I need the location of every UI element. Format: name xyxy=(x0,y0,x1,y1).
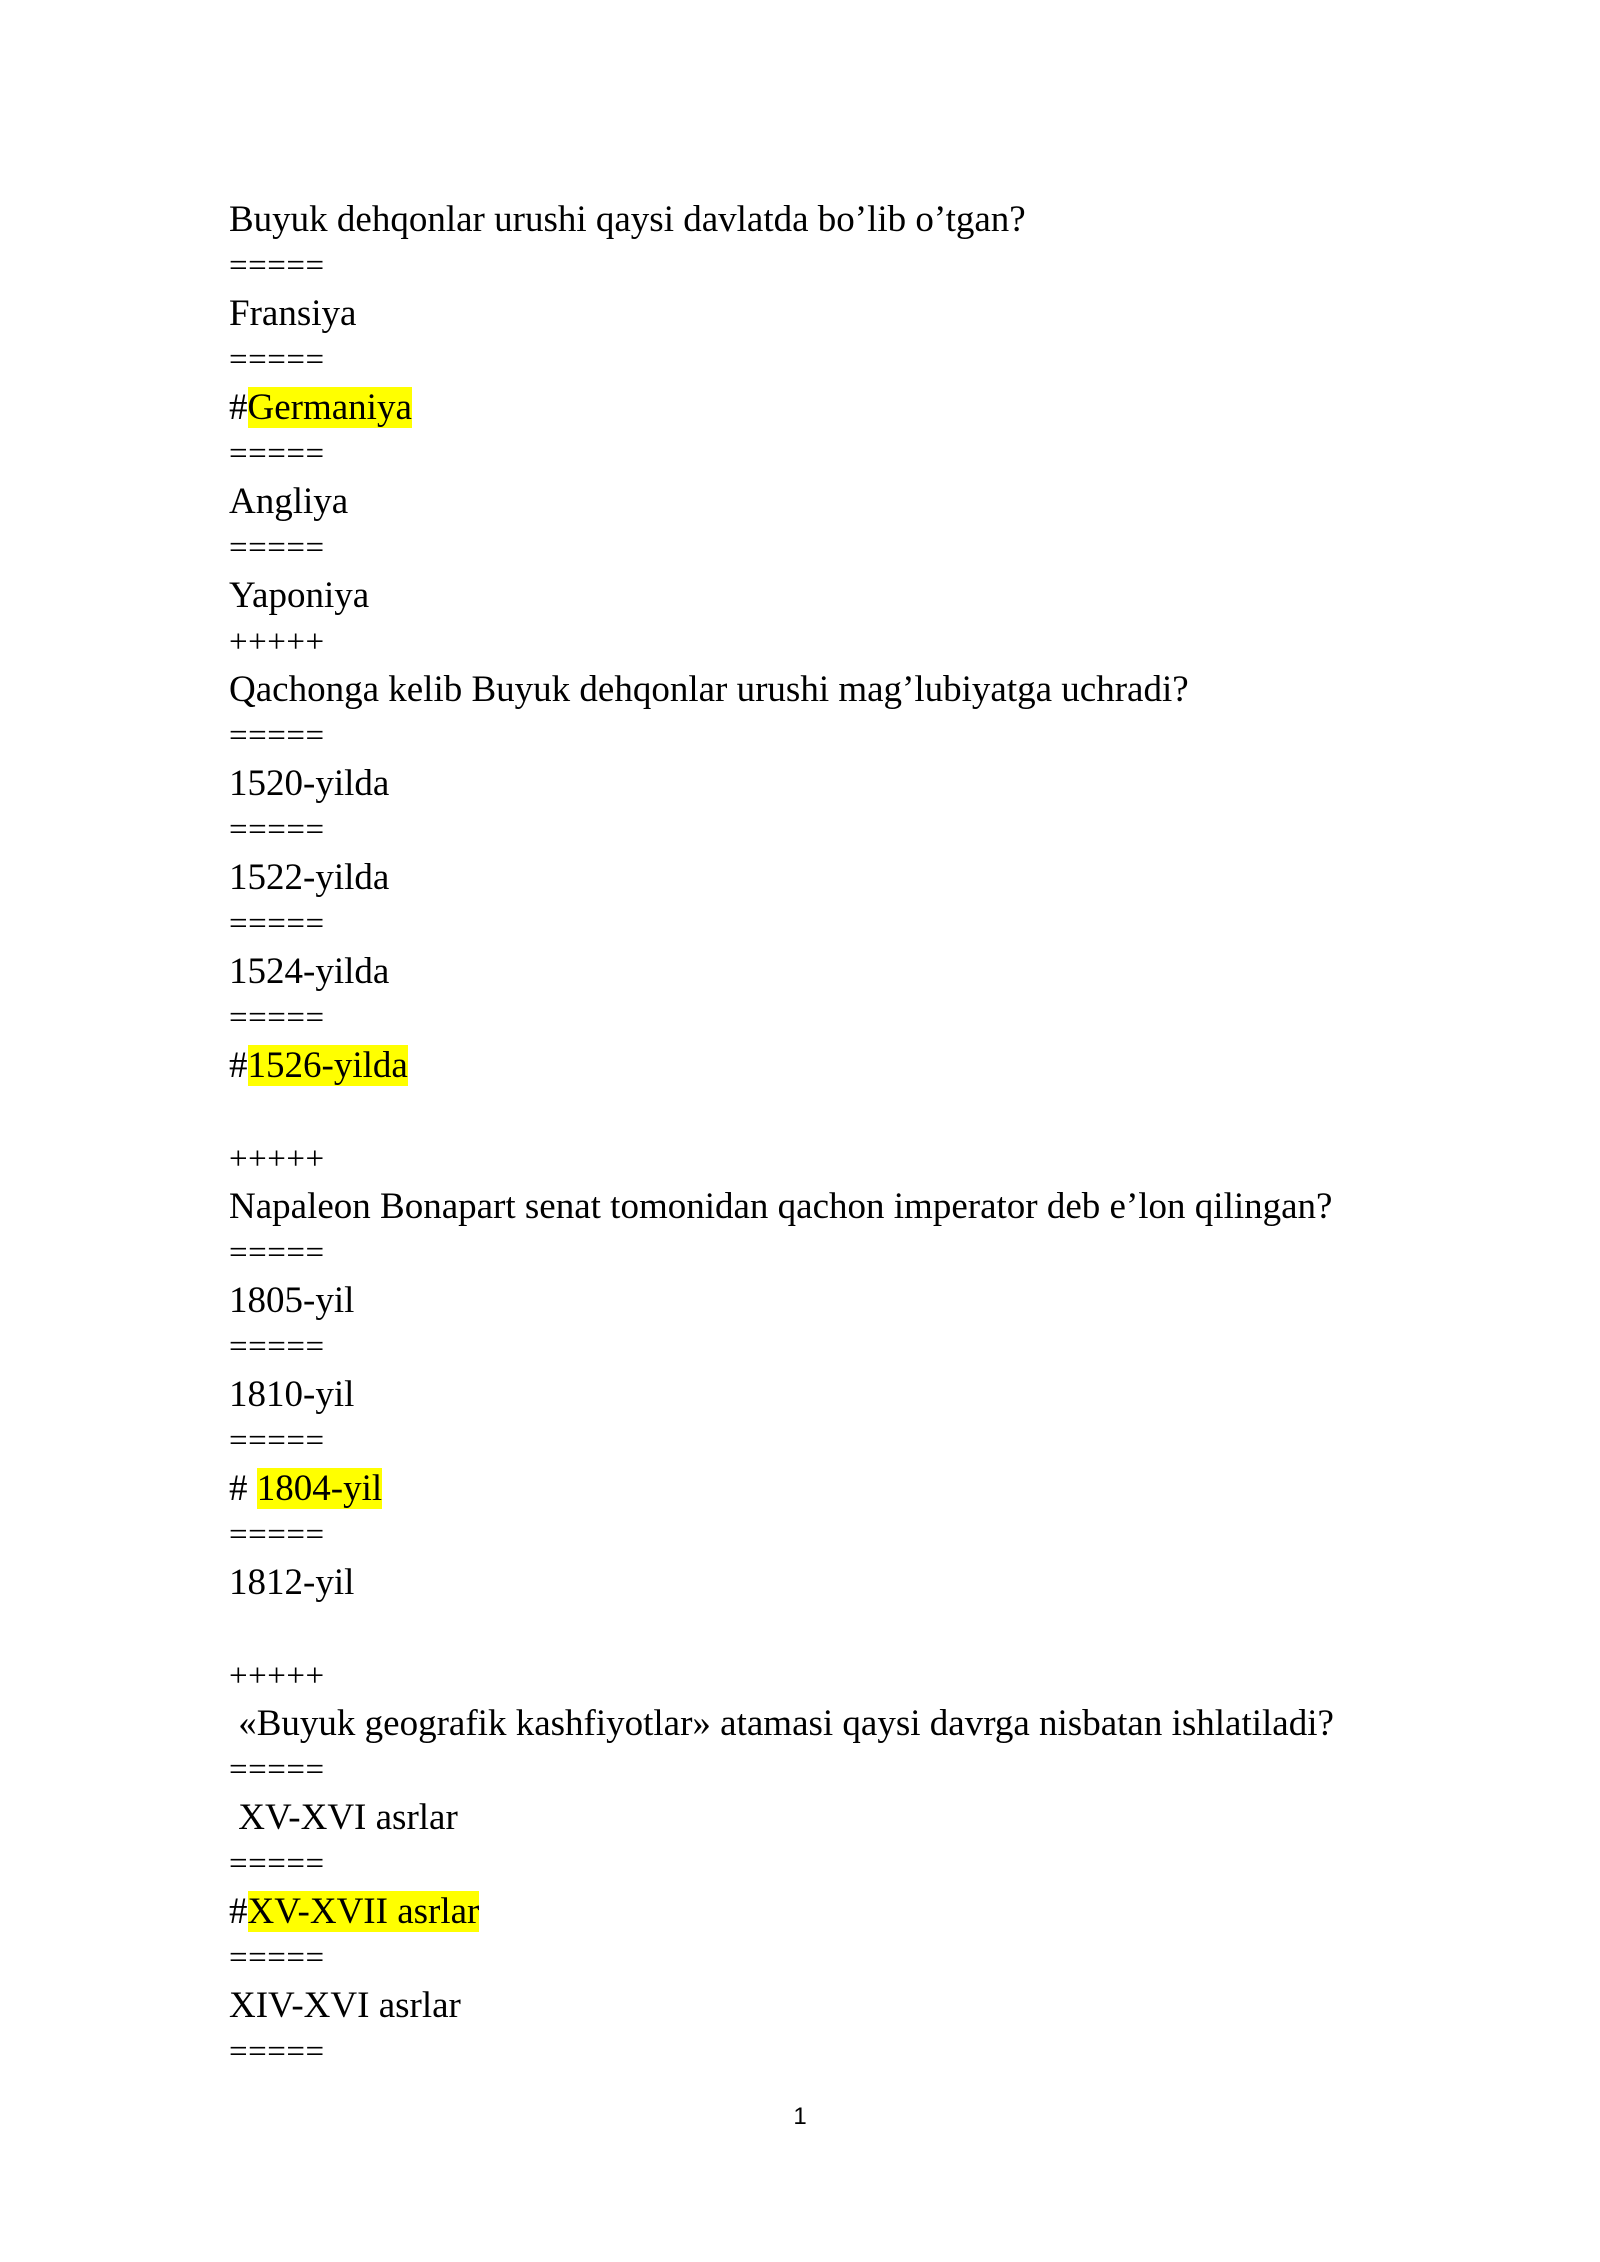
answer-option xyxy=(229,854,1409,901)
answer-option xyxy=(229,1371,1409,1418)
blank-line xyxy=(229,1606,1409,1653)
option-separator: ===== xyxy=(229,1846,325,1882)
option-text-highlighted: 1526-yilda xyxy=(247,1045,408,1086)
blank-line xyxy=(229,1089,1409,1136)
option-separator: ===== xyxy=(229,906,325,942)
option-separator: ===== xyxy=(229,1517,325,1553)
answer-option xyxy=(229,1559,1409,1606)
correct-marker: # xyxy=(229,1468,257,1509)
correct-marker: # xyxy=(229,387,248,428)
answer-option xyxy=(229,760,1409,807)
option-separator: ===== xyxy=(229,436,325,472)
option-separator: ===== xyxy=(229,1940,325,1976)
question-text: Qachonga kelib Buyuk dehqonlar urushi mag’lubiyatga uchradi? xyxy=(229,669,1189,710)
option-text-highlighted: 1804-yil xyxy=(256,1468,383,1509)
answer-option xyxy=(229,1794,1409,1841)
answer-option xyxy=(229,948,1409,995)
option-text: Angliya xyxy=(229,481,349,522)
option-text-highlighted: Germaniya xyxy=(247,387,412,428)
option-text: 1524-yilda xyxy=(229,951,390,992)
answer-option-correct xyxy=(229,1888,1409,1935)
option-text: 1522-yilda xyxy=(229,857,390,898)
option-separator: ===== xyxy=(229,2034,325,2070)
option-separator: ===== xyxy=(229,718,325,754)
answer-option-correct xyxy=(229,1465,1409,1512)
answer-option xyxy=(229,1277,1409,1324)
option-separator: ===== xyxy=(229,342,325,378)
option-text: 1812-yil xyxy=(229,1562,355,1603)
option-text-highlighted: XV-XVII asrlar xyxy=(247,1891,480,1932)
correct-marker: # xyxy=(229,1045,248,1086)
option-text: 1810-yil xyxy=(229,1374,355,1415)
question-end-marker: +++++ xyxy=(229,1141,325,1177)
answer-option-correct xyxy=(229,384,1409,431)
option-separator: ===== xyxy=(229,812,325,848)
option-separator: ===== xyxy=(229,1000,325,1036)
option-separator: ===== xyxy=(229,1329,325,1365)
option-text: Yaponiya xyxy=(229,575,370,616)
question-text: Buyuk dehqonlar urushi qaysi davlatda bo’lib o’tgan? xyxy=(229,199,1026,240)
answer-option xyxy=(229,290,1409,337)
quiz-content xyxy=(229,196,1409,2076)
option-separator: ===== xyxy=(229,1235,325,1271)
page-number: 1 xyxy=(793,2103,807,2130)
answer-option xyxy=(229,1982,1409,2029)
answer-option xyxy=(229,572,1409,619)
option-separator: ===== xyxy=(229,1752,325,1788)
option-text: XIV-XVI asrlar xyxy=(229,1985,461,2026)
answer-option xyxy=(229,478,1409,525)
option-separator: ===== xyxy=(229,248,325,284)
question-end-marker: +++++ xyxy=(229,624,325,660)
answer-option-correct xyxy=(229,1042,1409,1089)
question-end-marker: +++++ xyxy=(229,1658,325,1694)
option-separator: ===== xyxy=(229,530,325,566)
question-text: Napaleon Bonapart senat tomonidan qachon imperator deb e’lon qilingan? xyxy=(229,1186,1333,1227)
option-text: Fransiya xyxy=(229,293,357,334)
question-text: «Buyuk geografik kashfiyotlar» atamasi qaysi davrga nisbatan ishlatiladi? xyxy=(229,1703,1334,1744)
option-separator: ===== xyxy=(229,1423,325,1459)
option-text: 1805-yil xyxy=(229,1280,355,1321)
option-text: XV-XVI asrlar xyxy=(229,1797,458,1838)
correct-marker: # xyxy=(229,1891,248,1932)
option-text: 1520-yilda xyxy=(229,763,390,804)
